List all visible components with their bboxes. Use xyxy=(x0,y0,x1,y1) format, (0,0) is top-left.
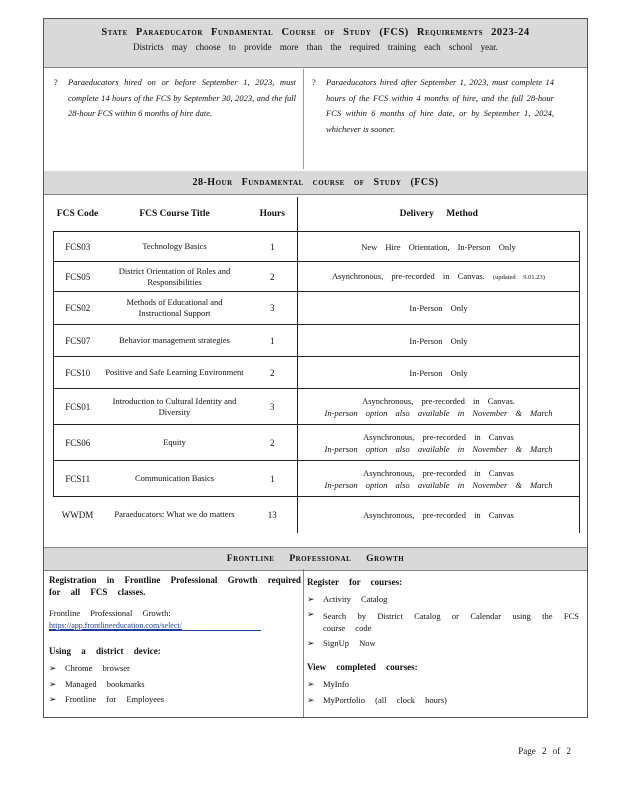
row-hours: 2 xyxy=(248,425,298,461)
list-item-text: MyInfo xyxy=(323,679,349,689)
requirements-frame xyxy=(43,18,588,718)
device-list xyxy=(49,661,301,708)
row-delivery: In-Person Only xyxy=(298,325,580,357)
list-item-text: MyPortfolio (all clock hours) xyxy=(323,694,447,705)
district-device-heading: Using a district device: xyxy=(49,646,161,656)
arrow-bullet-icon: ➢ xyxy=(307,694,315,705)
table-row xyxy=(54,497,580,533)
row-delivery xyxy=(298,389,580,425)
row-delivery xyxy=(298,425,580,461)
frontline-divider xyxy=(303,569,304,717)
row-title: Introduction to Cultural Identity and Diversity xyxy=(102,389,248,425)
list-item-text: SignUp Now xyxy=(323,637,376,648)
row-code: FCS10 xyxy=(54,357,102,389)
register-list xyxy=(307,592,579,651)
list-item xyxy=(307,608,579,636)
delivery-line: Asynchronous, pre-recorded in Canvas xyxy=(363,431,514,442)
delivery-line: Asynchronous, pre-recorded in Canvas xyxy=(363,467,514,478)
row-code: FCS11 xyxy=(54,461,102,497)
page-subtitle: Districts may choose to provide more than the required training each school year. xyxy=(133,42,498,52)
table-row xyxy=(54,425,580,461)
delivery-line: Asynchronous, pre-recorded in Canvas. xyxy=(362,395,515,406)
delivery-update-note: (updated 9.01.23) xyxy=(492,273,545,281)
arrow-bullet-icon: ➢ xyxy=(307,637,315,648)
row-title: Paraeducators: What we do matters xyxy=(102,497,248,533)
delivery-in-person-option: In-person option also available in November & March xyxy=(324,443,553,454)
row-delivery: New Hire Orientation, In-Person Only xyxy=(298,232,580,262)
table-row xyxy=(54,292,580,325)
fcs-table-wrap xyxy=(53,197,579,533)
frontline-right-panel xyxy=(307,574,579,708)
register-heading: Register for courses: xyxy=(307,577,403,587)
hiring-notes xyxy=(44,67,587,172)
table-row xyxy=(54,461,580,497)
arrow-bullet-icon: ➢ xyxy=(307,594,315,604)
list-item xyxy=(307,636,579,652)
arrow-bullet-icon: ➢ xyxy=(49,663,57,673)
row-hours: 2 xyxy=(248,262,298,292)
row-title: Equity xyxy=(102,425,248,461)
bullet-icon: ? xyxy=(312,77,316,87)
list-item xyxy=(307,693,579,709)
table-row xyxy=(54,262,580,292)
row-delivery xyxy=(298,262,580,292)
row-code: FCS07 xyxy=(54,325,102,357)
row-delivery: Asynchronous, pre-recorded in Canvas xyxy=(298,497,580,533)
table-row xyxy=(54,389,580,425)
list-item-text: Search by District Catalog or Calendar using the FCS course code xyxy=(323,610,579,633)
registration-required-heading: Registration in Frontline Professional Growth required for all FCS classes. xyxy=(49,575,301,597)
delivery-line: Asynchronous, pre-recorded in Canvas. xyxy=(332,270,485,281)
list-item-text: Chrome browser xyxy=(65,663,130,673)
header-title: FCS Course Title xyxy=(139,209,210,219)
section-title: 28-Hour Fundamental course of Study (FCS) xyxy=(44,171,587,195)
view-completed-heading: View completed courses: xyxy=(307,662,418,672)
note-hired-after xyxy=(312,75,554,137)
arrow-bullet-icon: ➢ xyxy=(49,678,57,689)
row-hours: 3 xyxy=(248,389,298,425)
row-code: FCS01 xyxy=(54,389,102,425)
arrow-bullet-icon: ➢ xyxy=(307,679,315,689)
list-item-text: Activity Catalog xyxy=(323,594,388,604)
table-row xyxy=(54,325,580,357)
row-hours: 3 xyxy=(248,292,298,325)
header-hours: Hours xyxy=(259,209,285,219)
title-band xyxy=(44,19,587,68)
row-code: FCS05 xyxy=(54,262,102,292)
note-left-text: Paraeducators hired on or before September 1, 2023, must complete 14 hours of the FCS by September 30, 2023, and the full 28-hour FCS within 6 months of hire date. xyxy=(68,77,296,118)
list-item xyxy=(49,677,301,693)
row-hours: 1 xyxy=(248,461,298,497)
row-hours: 13 xyxy=(248,497,298,533)
view-list xyxy=(307,677,579,708)
row-code: FCS03 xyxy=(54,232,102,262)
bullet-icon: ? xyxy=(54,77,58,87)
list-item xyxy=(49,661,301,677)
list-item xyxy=(49,692,301,708)
page-number: Page 2 of 2 xyxy=(518,746,571,756)
row-hours: 1 xyxy=(248,232,298,262)
row-code: FCS06 xyxy=(54,425,102,461)
table-header-row xyxy=(54,197,580,232)
frontline-site-label: Frontline Professional Growth: xyxy=(49,608,171,618)
list-item-text: Frontline for Employees xyxy=(65,694,165,704)
delivery-in-person-option: In-person option also available in November & March xyxy=(324,407,553,418)
row-title: District Orientation of Roles and Responsibilities xyxy=(102,262,248,292)
row-hours: 2 xyxy=(248,357,298,389)
list-item xyxy=(307,592,579,608)
table-row xyxy=(54,232,580,262)
frontline-band-title: Frontline Professional Growth xyxy=(44,547,587,571)
header-delivery: Delivery Method xyxy=(298,197,580,232)
list-item xyxy=(307,677,579,693)
arrow-bullet-icon: ➢ xyxy=(307,608,315,619)
row-hours: 1 xyxy=(248,325,298,357)
row-title: Methods of Educational and Instructional Support xyxy=(102,292,248,325)
table-row xyxy=(54,357,580,389)
notes-divider xyxy=(303,69,304,169)
note-right-text: Paraeducators hired after September 1, 2023, must complete 14 hours of the FCS within 4 months of hire, and the full 28-hour FCS within 6 months of hire date, or by September 1, 2024, whichever is sooner. xyxy=(326,77,554,134)
row-title: Positive and Safe Learning Environment xyxy=(102,357,248,389)
row-delivery: In-Person Only xyxy=(298,292,580,325)
row-code: WWDM xyxy=(54,497,102,533)
row-delivery: In-Person Only xyxy=(298,357,580,389)
row-delivery xyxy=(298,461,580,497)
list-item-text: Managed bookmarks xyxy=(65,678,145,689)
row-title: Communication Basics xyxy=(102,461,248,497)
delivery-in-person-option: In-person option also available in November & March xyxy=(324,479,553,490)
page-title: State Paraeducator Fundamental Course of Study (FCS) Requirements 2023-24 xyxy=(101,27,530,38)
arrow-bullet-icon: ➢ xyxy=(49,694,57,704)
row-title: Behavior management strategies xyxy=(102,325,248,357)
row-code: FCS02 xyxy=(54,292,102,325)
fcs-table xyxy=(53,197,580,533)
frontline-link[interactable]: https://app.frontlineeducation.com/select/ xyxy=(49,621,261,631)
note-hired-on-or-before xyxy=(54,75,296,122)
frontline-left-panel xyxy=(49,574,301,708)
row-title: Technology Basics xyxy=(102,232,248,262)
header-code: FCS Code xyxy=(56,209,99,219)
